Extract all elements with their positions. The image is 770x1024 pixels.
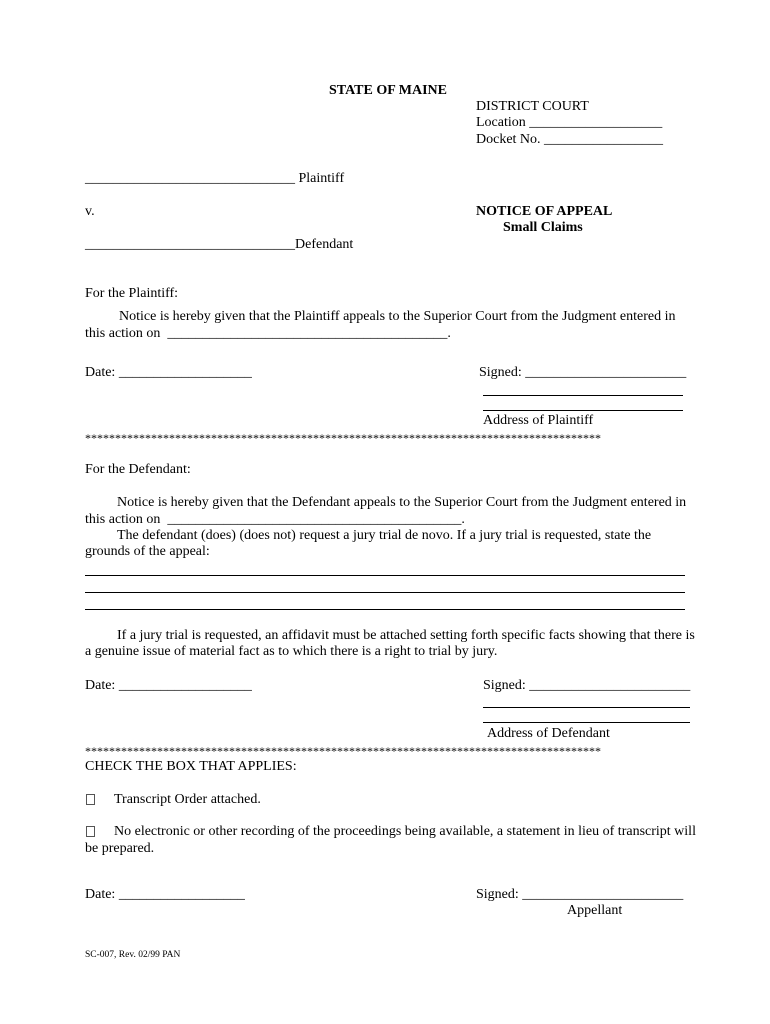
jury-request-line: The defendant (does) (does not) request a jury trial de novo. If a jury trial is requested, state the xyxy=(117,528,652,543)
form-code: SC-007, Rev. 02/99 PAN xyxy=(85,950,181,960)
plaintiff-field[interactable]: ______________________________ Plaintiff xyxy=(85,171,345,186)
appellant-label: Appellant xyxy=(567,903,623,918)
plaintiff-signature-field[interactable]: Signed: _______________________ xyxy=(479,365,687,380)
plaintiff-judgment-date-field[interactable]: this action on ________________________________________. xyxy=(85,326,451,341)
grounds-label: grounds of the appeal: xyxy=(85,544,210,559)
transcript-order-label: Transcript Order attached. xyxy=(114,792,261,807)
grounds-line-1[interactable] xyxy=(85,575,685,576)
grounds-line-3[interactable] xyxy=(85,609,685,610)
defendant-section-heading: For the Defendant: xyxy=(85,462,191,477)
docket-field[interactable]: Docket No. _________________ xyxy=(476,132,664,147)
defendant-date-field[interactable]: Date: ___________________ xyxy=(85,678,252,693)
plaintiff-address-label: Address of Plaintiff xyxy=(483,413,594,428)
defendant-notice-line1: Notice is hereby given that the Defendant appeals to the Superior Court from the Judgment entered in xyxy=(117,495,687,510)
plaintiff-section-heading: For the Plaintiff: xyxy=(85,286,179,301)
plaintiff-address-line-2[interactable] xyxy=(483,410,683,411)
transcript-order-checkbox[interactable] xyxy=(86,794,95,805)
defendant-field[interactable]: ______________________________Defendant xyxy=(85,237,354,252)
affidavit-line1: If a jury trial is requested, an affidavit must be attached setting forth specific facts showing that there is xyxy=(117,628,695,643)
appellant-date-field[interactable]: Date: __________________ xyxy=(85,887,245,902)
plaintiff-address-line-1[interactable] xyxy=(483,395,683,396)
plaintiff-date-field[interactable]: Date: ___________________ xyxy=(85,365,252,380)
defendant-address-label: Address of Defendant xyxy=(487,726,610,741)
form-title: NOTICE OF APPEAL xyxy=(476,204,613,219)
form-subtitle: Small Claims xyxy=(503,220,583,235)
affidavit-line2: a genuine issue of material fact as to which there is a right to trial by jury. xyxy=(85,644,498,659)
plaintiff-notice-line1: Notice is hereby given that the Plaintiff appeals to the Superior Court from the Judgment entered in xyxy=(119,309,676,324)
defendant-address-line-1[interactable] xyxy=(483,707,690,708)
separator-2: ************************************************************************************** xyxy=(85,744,601,758)
no-recording-checkbox[interactable] xyxy=(86,826,95,837)
court-name: DISTRICT COURT xyxy=(476,99,589,114)
separator-1: ************************************************************************************** xyxy=(85,431,601,445)
defendant-address-line-2[interactable] xyxy=(483,722,690,723)
defendant-judgment-date-field[interactable]: this action on __________________________________________. xyxy=(85,512,465,527)
check-section-heading: CHECK THE BOX THAT APPLIES: xyxy=(85,759,297,774)
state-title: STATE OF MAINE xyxy=(329,83,447,98)
defendant-signature-field[interactable]: Signed: _______________________ xyxy=(483,678,691,693)
location-field[interactable]: Location ___________________ xyxy=(476,115,663,130)
no-recording-label-line1: No electronic or other recording of the proceedings being available, a statement in lieu of transcript will xyxy=(114,824,696,839)
grounds-line-2[interactable] xyxy=(85,592,685,593)
appellant-signature-field[interactable]: Signed: _______________________ xyxy=(476,887,684,902)
no-recording-label-line2: be prepared. xyxy=(85,841,155,856)
versus-label: v. xyxy=(85,204,95,219)
